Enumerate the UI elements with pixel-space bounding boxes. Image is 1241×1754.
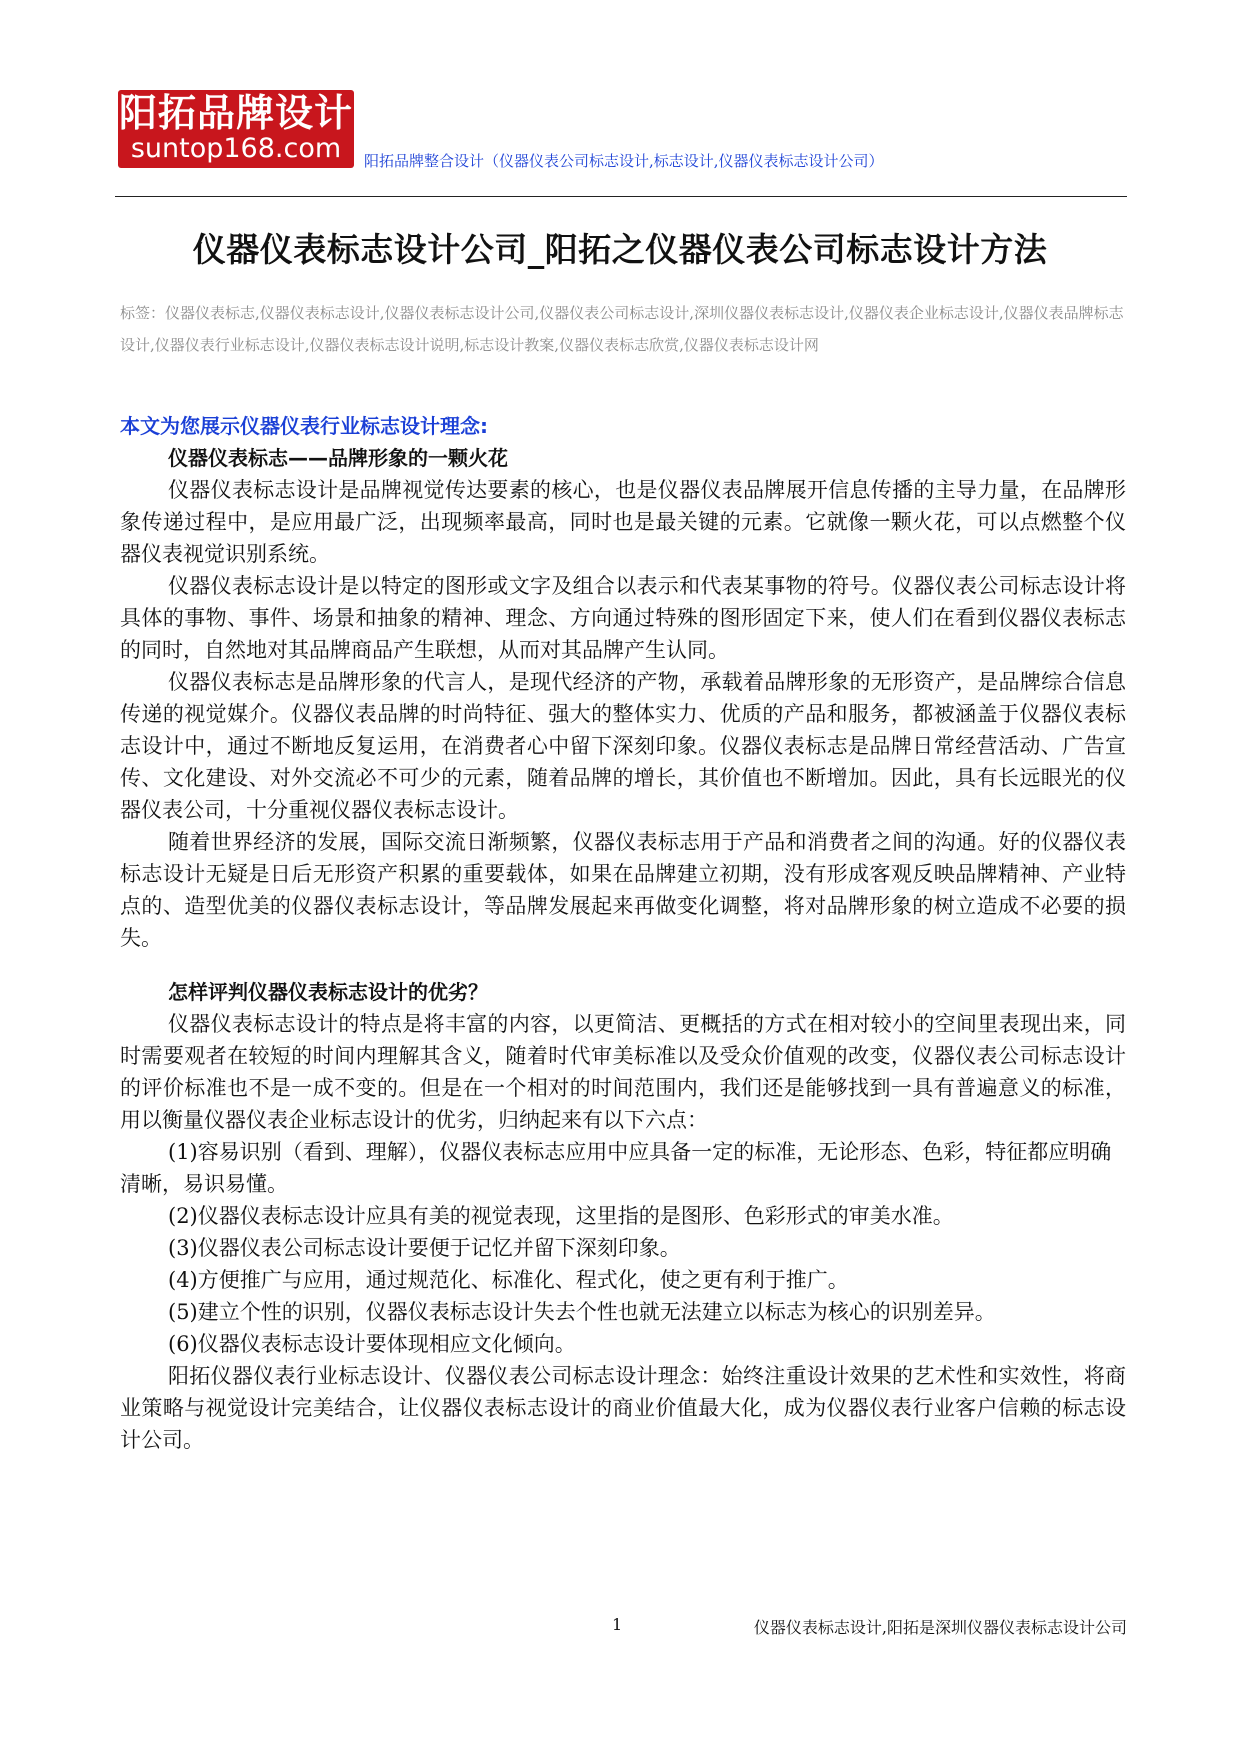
section-heading: 仪器仪表标志——品牌形象的一颗火花 (168, 446, 508, 470)
page-title: 仪器仪表标志设计公司_阳拓之仪器仪表公司标志设计方法 (192, 230, 1048, 269)
header-link[interactable]: 阳拓品牌整合设计（仪器仪表公司标志设计,标志设计,仪器仪表标志设计公司） (364, 152, 884, 170)
paragraph: 随着世界经济的发展，国际交流日渐频繁，仪器仪表标志用于产品和消费者之间的沟通。好的仪器仪表标志设计无疑是日后无形资产积累的重要载体，如果在品牌建立初期，没有形成客观反映品牌精神、产业特点的、造型优美的仪器仪表标志设计，等品牌发展起来再做变化调整，将对品牌形象的树立造成不必要的损失。 (120, 830, 1126, 950)
tags-line: 标签：仪器仪表标志,仪器仪表标志设计,仪器仪表标志设计公司,仪器仪表公司标志设计,深圳仪器仪表标志设计,仪器仪表企业标志设计,仪器仪表品牌标志设计,仪器仪表行业标志设计,仪器仪表标志设计说明,标志设计教案,仪器仪表标志欣赏,仪器仪表标志设计网 (120, 304, 1124, 354)
closing-paragraph: 阳拓仪器仪表行业标志设计、仪器仪表公司标志设计理念：始终注重设计效果的艺术性和实效性，将商业策略与视觉设计完美结合，让仪器仪表标志设计的商业价值最大化，成为仪器仪表行业客户信赖的标志设计公司。 (120, 1364, 1126, 1452)
list-item: (3)仪器仪表公司标志设计要便于记忆并留下深刻印象。 (168, 1236, 681, 1260)
section-spacer (120, 954, 1126, 976)
header-divider (115, 196, 1127, 197)
list-item: (2)仪器仪表标志设计应具有美的视觉表现，这里指的是图形、色彩形式的审美水准。 (168, 1204, 954, 1228)
intro-heading: 本文为您展示仪器仪表行业标志设计理念: (120, 414, 488, 438)
article-body (120, 410, 1126, 1456)
list-item: (1)容易识别（看到、理解），仪器仪表标志应用中应具备一定的标准，无论形态、色彩，特征都应明确清晰，易识易懂。 (120, 1140, 1112, 1196)
page-number: 1 (612, 1615, 623, 1634)
logo-chinese-text: 阳拓品牌设计 (118, 91, 353, 135)
paragraph: 仪器仪表标志是品牌形象的代言人，是现代经济的产物，承载着品牌形象的无形资产，是品牌综合信息传递的视觉媒介。仪器仪表品牌的时尚特征、强大的整体实力、优质的产品和服务，都被涵盖于仪器仪表标志设计中，通过不断地反复运用，在消费者心中留下深刻印象。仪器仪表标志是品牌日常经营活动、广告宣传、文化建设、对外交流必不可少的元素，随着品牌的增长，其价值也不断增加。因此，具有长远眼光的仪器仪表公司，十分重视仪器仪表标志设计。 (120, 670, 1126, 822)
list-item: (6)仪器仪表标志设计要体现相应文化倾向。 (168, 1332, 576, 1356)
list-item: (5)建立个性的识别，仪器仪表标志设计失去个性也就无法建立以标志为核心的识别差异。 (168, 1300, 996, 1324)
brand-logo[interactable] (118, 90, 354, 168)
logo-domain-text: suntop168.com (130, 133, 342, 164)
section-heading: 怎样评判仪器仪表标志设计的优劣？ (168, 980, 488, 1004)
paragraph: 仪器仪表标志设计是品牌视觉传达要素的核心，也是仪器仪表品牌展开信息传播的主导力量，在品牌形象传递过程中，是应用最广泛，出现频率最高，同时也是最关键的元素。它就像一颗火花，可以点燃整个仪器仪表视觉识别系统。 (120, 478, 1126, 566)
paragraph: 仪器仪表标志设计是以特定的图形或文字及组合以表示和代表某事物的符号。仪器仪表公司标志设计将具体的事物、事件、场景和抽象的精神、理念、方向通过特殊的图形固定下来，使人们在看到仪器仪表标志的同时，自然地对其品牌商品产生联想，从而对其品牌产生认同。 (120, 574, 1126, 662)
footer-text: 仪器仪表标志设计,阳拓是深圳仪器仪表标志设计公司 (753, 1618, 1127, 1637)
list-item: (4)方便推广与应用，通过规范化、标准化、程式化，使之更有利于推广。 (168, 1268, 849, 1292)
paragraph: 仪器仪表标志设计的特点是将丰富的内容，以更简洁、更概括的方式在相对较小的空间里表现出来，同时需要观者在较短的时间内理解其含义，随着时代审美标准以及受众价值观的改变，仪器仪表公司标志设计的评价标准也不是一成不变的。但是在一个相对的时间范围内，我们还是能够找到一具有普遍意义的标准，用以衡量仪器仪表企业标志设计的优劣，归纳起来有以下六点： (120, 1012, 1126, 1132)
